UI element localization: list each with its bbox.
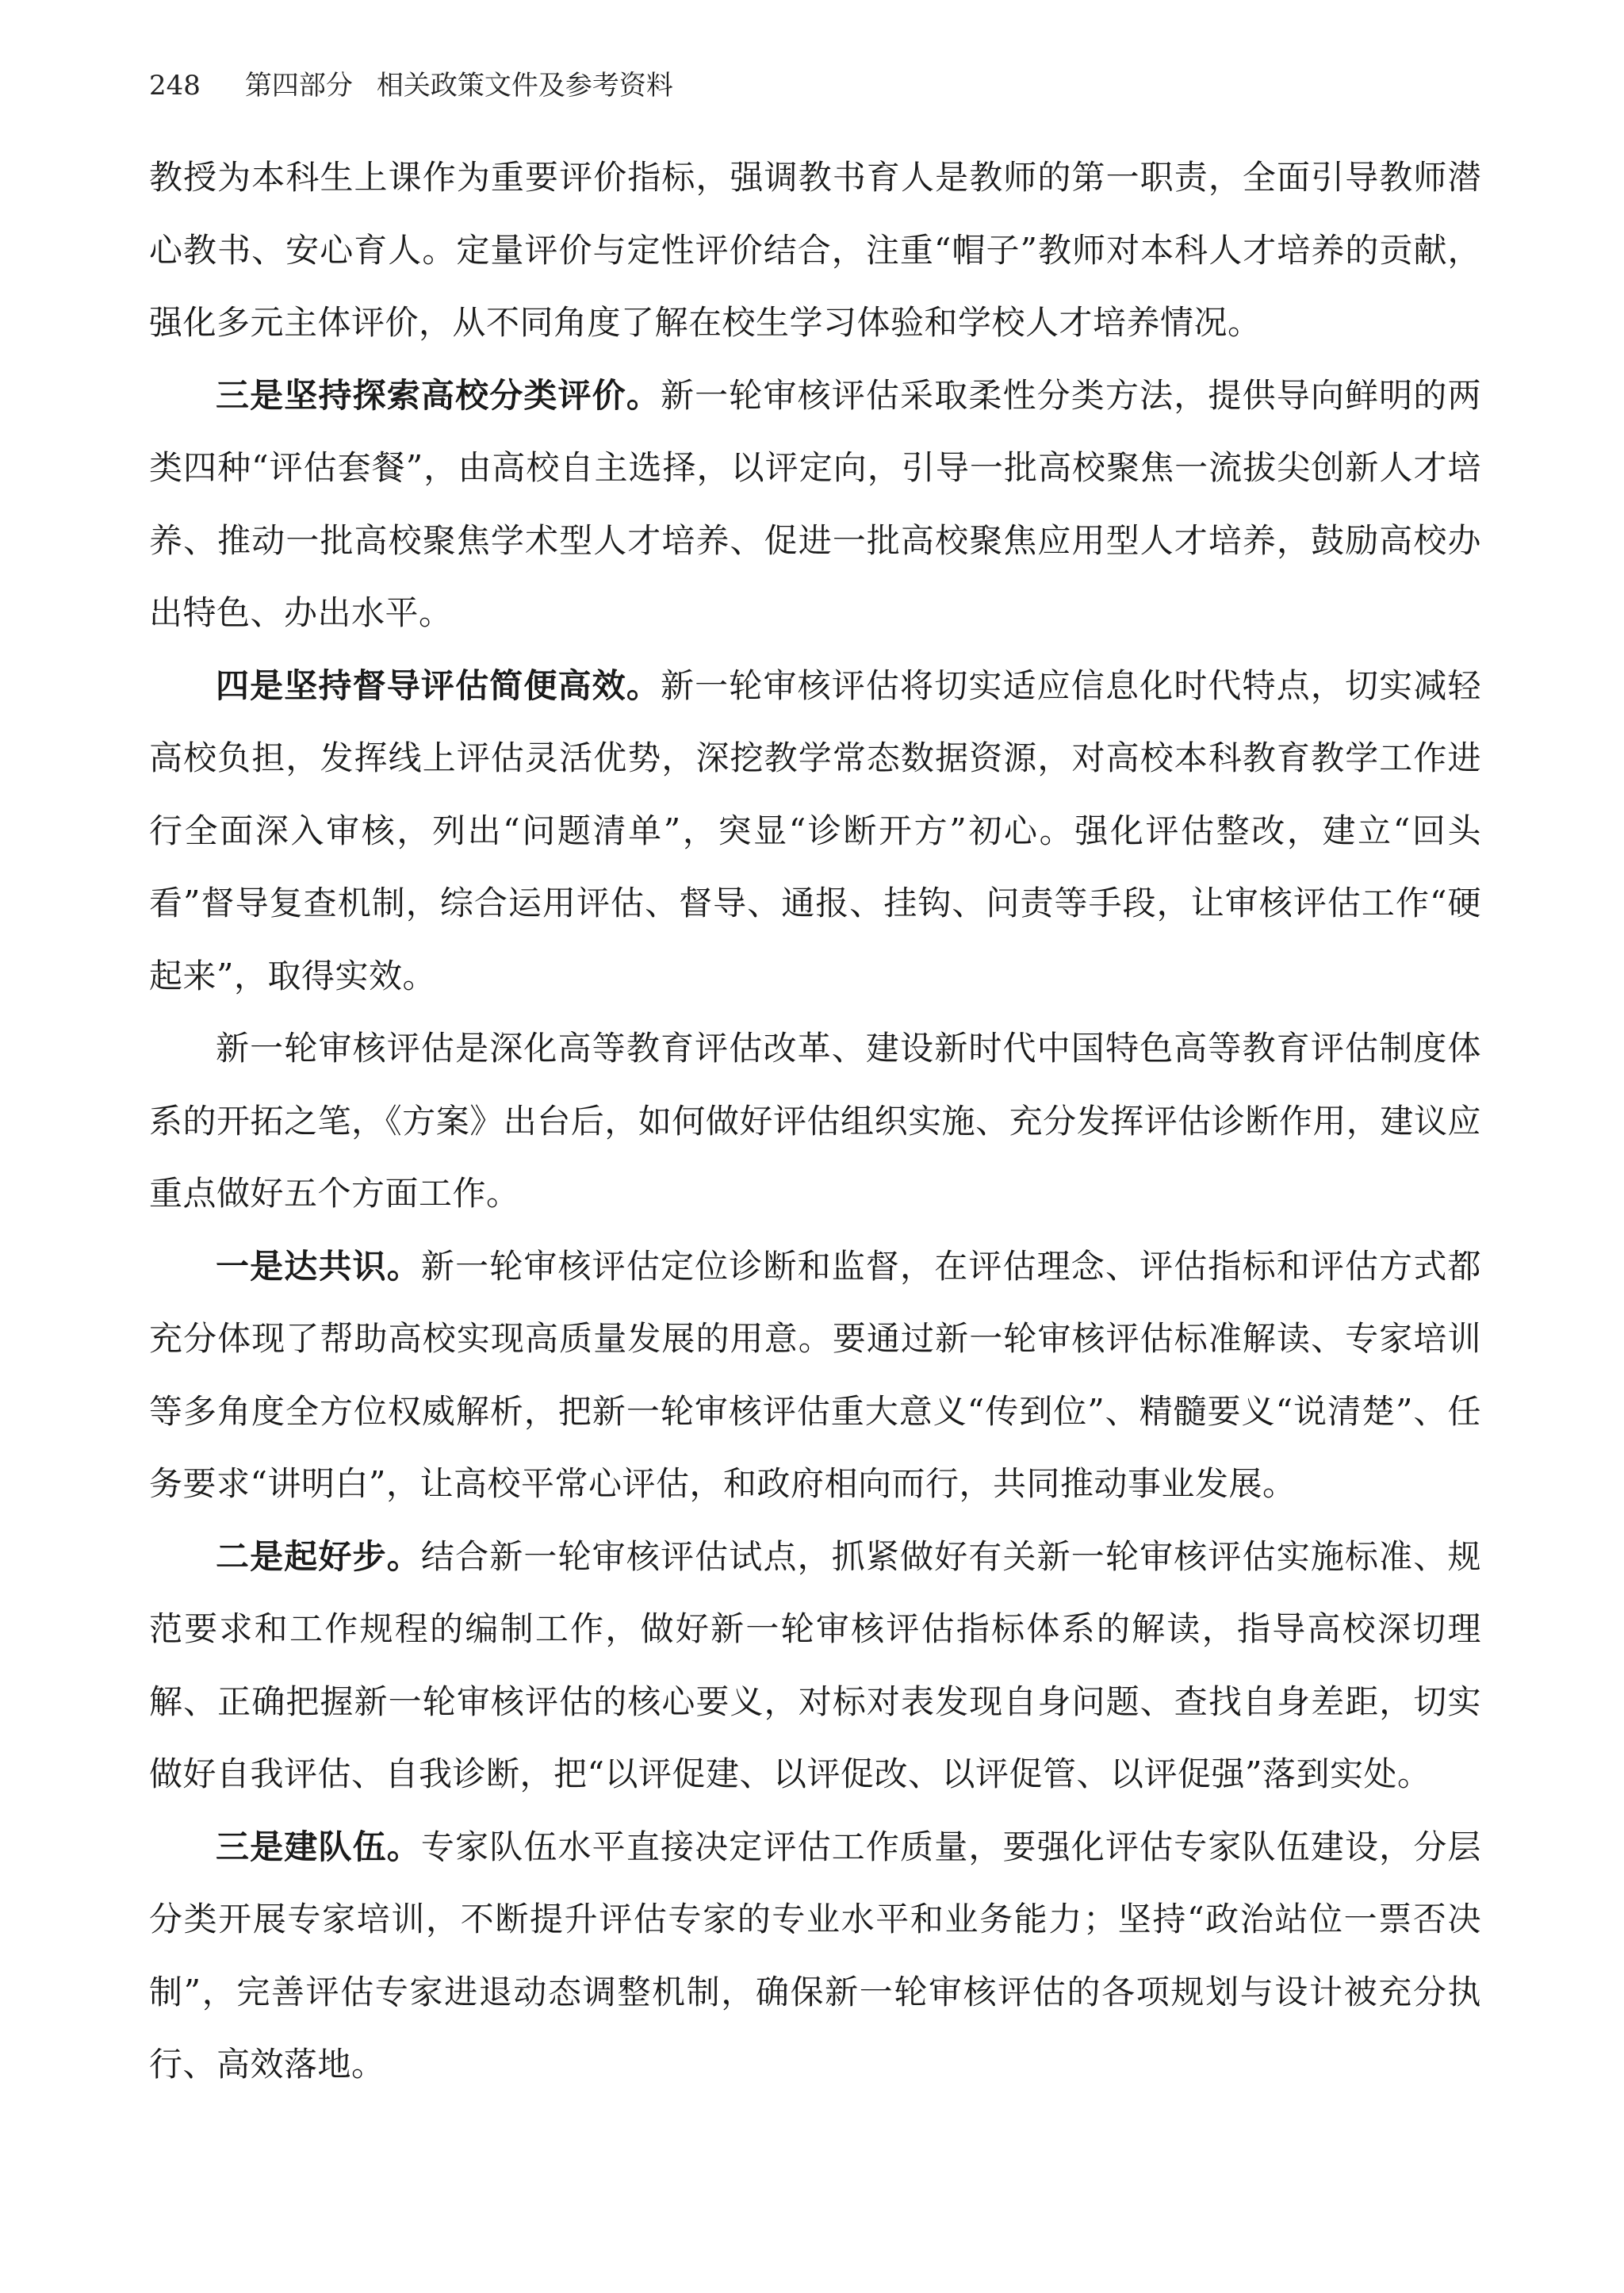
paragraph-lead: 一是达共识。: [216, 1246, 421, 1286]
paragraph-lead: 四是坚持督导评估简便高效。: [216, 665, 661, 705]
paragraph-five-aspects-intro: [149, 1012, 1481, 1230]
body-text: [149, 141, 1481, 2101]
paragraph-good-start: [149, 1520, 1481, 1811]
paragraph-build-team: [149, 1811, 1481, 2101]
paragraph-lead: 三是建队伍。: [216, 1827, 421, 1866]
paragraph-text: 新一轮审核评估采取柔性分类方法，提供导向鲜明的两类四种“评估套餐”，由高校自主选择，以评定向，引导一批高校聚焦一流拔尖创新人才培养、推动一批高校聚焦学术型人才培养、促进一批高校聚焦应用型人才培养，鼓励高校办出特色、办出水平。: [149, 375, 1481, 632]
part-title: 第四部分: [244, 70, 353, 102]
paragraph-continuation: [149, 141, 1481, 359]
paragraph-text: 新一轮审核评估是深化高等教育评估改革、建设新时代中国特色高等教育评估制度体系的开拓之笔，《方案》出台后，如何做好评估组织实施、充分发挥评估诊断作用，建议应重点做好五个方面工作。: [149, 1029, 1481, 1213]
paragraph-text: 结合新一轮审核评估试点，抓紧做好有关新一轮审核评估实施标准、规范要求和工作规程的编制工作，做好新一轮审核评估指标体系的解读，指导高校深切理解、正确把握新一轮审核评估的核心要义，对标对表发现自身问题、查找自身差距，切实做好自我评估、自我诊断，把“以评促建、以评促改、以评促管、以评促强”落到实处。: [149, 1536, 1481, 1793]
paragraph-classified-evaluation: [149, 359, 1481, 650]
paragraph-efficient-supervision: [149, 650, 1481, 1013]
section-title: 相关政策文件及参考资料: [376, 70, 673, 102]
paragraph-text: 专家队伍水平直接决定评估工作质量，要强化评估专家队伍建设，分层分类开展专家培训，不断提升评估专家的专业水平和业务能力；坚持“政治站位一票否决制”，完善评估专家进退动态调整机制，确保新一轮审核评估的各项规划与设计被充分执行、高效落地。: [149, 1827, 1481, 2084]
paragraph-lead: 二是起好步。: [216, 1536, 421, 1576]
running-header: [149, 68, 673, 103]
paragraph-text: 新一轮审核评估定位诊断和监督，在评估理念、评估指标和评估方式都充分体现了帮助高校实现高质量发展的用意。要通过新一轮审核评估标准解读、专家培训等多角度全方位权威解析，把新一轮审核评估重大意义“传到位”、精髓要义“说清楚”、任务要求“讲明白”，让高校平常心评估，和政府相向而行，共同推动事业发展。: [149, 1246, 1481, 1503]
paragraph-lead: 三是坚持探索高校分类评价。: [216, 375, 661, 415]
paragraph-text: 新一轮审核评估将切实适应信息化时代特点，切实减轻高校负担，发挥线上评估灵活优势，深挖教学常态数据资源，对高校本科教育教学工作进行全面深入审核，列出“问题清单”，突显“诊断开方”初心。强化评估整改，建立“回头看”督导复查机制，综合运用评估、督导、通报、挂钩、问责等手段，让审核评估工作“硬起来”，取得实效。: [149, 665, 1481, 995]
paragraph-consensus: [149, 1230, 1481, 1520]
page-number: 248: [149, 70, 201, 102]
paragraph-text: 教授为本科生上课作为重要评价指标，强调教书育人是教师的第一职责，全面引导教师潜心教书、安心育人。定量评价与定性评价结合，注重“帽子”教师对本科人才培养的贡献，强化多元主体评价，从不同角度了解在校生学习体验和学校人才培养情况。: [149, 158, 1481, 342]
